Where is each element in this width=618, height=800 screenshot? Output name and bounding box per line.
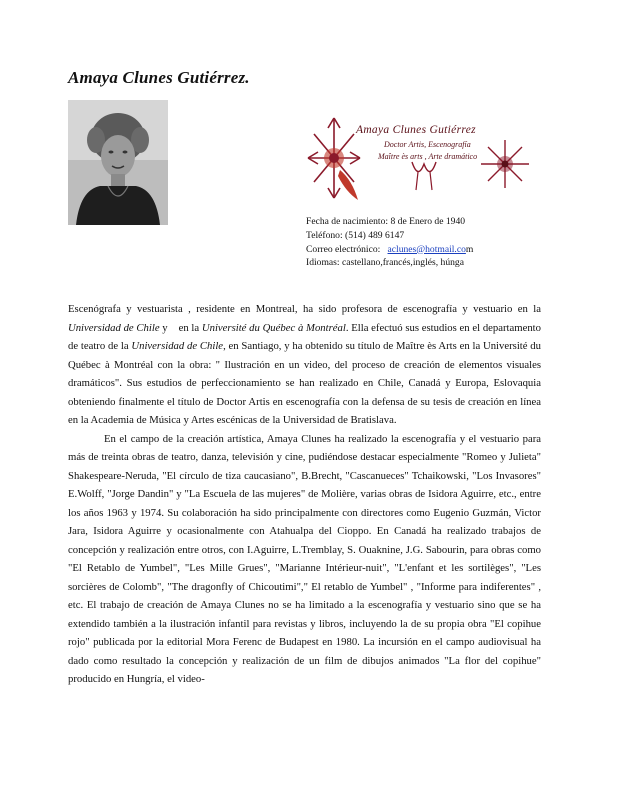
phone-number: Teléfono: (514) 489 6147 (306, 229, 405, 241)
email-tail: m (465, 243, 474, 255)
paragraph-2: En el campo de la creación artística, Amaya Clunes ha realizado la escenografía y el vestuario para más de treinta obras de teatro, danza, televisión y cine, pudiéndose destacar especialmente "Romeo y Julieta" Shakespeare-Neruda, "El círculo de tiza caucasiano", B.Brecht, "Cascanueces" Tchaikowski, "Los Invasores" E.Wolff, "Jorge Dandin" y "La Escuela de las mujeres" de Molière, varias obras de Isidora Aguirre, etc., entre los años 1963 y 1974. Su colaboración ha sido principalmente con directores como Eugenio Guzmán, Victor Jara, Isidora Aguirre y ocasionalmente con Atahualpa del Cioppo. En Canadá ha realizado trabajos de concepción y realización entre otros, con I.Aguirre, L.Tremblay, S. Ouaknine, J.G. Sabourin, para obras como "El Retablo de Yumbel", "Les Mille Grues", "Marianne Intérieur-nuit", "L'enfant et les sortilèges", "Les sorcières de Colomb", "The dragonfly of Chicoutimi"," El retablo de Yumbel" , "Informe para indiferentes" , etc. El trabajo de creación de Amaya Clunes no se ha limitado a la escenografía y vestuario sino que se ha extendido también a la ilustración infantil para revistas y libros, incluyendo la de su propia obra "El copihue rojo" publicada por la editorial Mora Ferenc de Budapest en 1980. La incursión en el campo audiovisual ha dado como resultado la concepción y realización de un film de dibujos animados "La flor del copihue" producido en Hungría, el video- (68, 432, 541, 685)
logo-subtitle-masters: Maître ès arts , Arte dramático (378, 152, 478, 161)
paragraph-1-text-a: Escenógrafa y vestuarista , residente en Montreal, ha sido profesora de escenografía y vestuario en la (68, 303, 541, 315)
paragraph-1-text-c: . Ella efectuó sus estudios en el departamento de teatro de la (68, 321, 541, 352)
page-title: Amaya Clunes Gutiérrez. (68, 68, 250, 87)
paragraph-1 (68, 300, 541, 430)
artist-logo (300, 110, 532, 205)
paragraph-1-text-b: y en la (159, 321, 202, 334)
uqam-name: Université du Québec à Montréal (201, 321, 346, 334)
languages: Idiomas: castellano,francés,inglés, húnga (306, 257, 464, 269)
logo-subtitle-degree: Doctor Artis, Escenografía (384, 140, 471, 149)
email-line (306, 243, 473, 257)
portrait-photo (68, 100, 168, 225)
email-link[interactable]: aclunes@hotmail.co (387, 243, 466, 255)
contact-info (306, 215, 473, 270)
biography-text (68, 300, 541, 689)
paragraph-1-text-d: , en Santiago, y ha obtenido su título de Maître ès Arts en la Université du Québec à Montréal con la obra: " Ilustración en un video, del proceso de creación de elementos visuales dramáticos". Sus estudios de perfeccionamiento se han realizado en Chile, Canadá y Europa, Eslovaquia obteniendo finalmente el título de Doctor Artis en escenografía con la defensa de su tesis de creación en línea en la Academia de Música y Artes escénicas de la Universidad de Bratislava. (68, 340, 541, 426)
birth-date: Fecha de nacimiento: 8 de Enero de 1940 (306, 216, 466, 227)
university-chile-name-2: Universidad de Chile (131, 340, 224, 352)
email-label: Correo electrónico: (306, 243, 388, 255)
logo-name: Amaya Clunes Gutiérrez (356, 124, 476, 136)
university-chile-name: Universidad de Chile (68, 321, 160, 334)
